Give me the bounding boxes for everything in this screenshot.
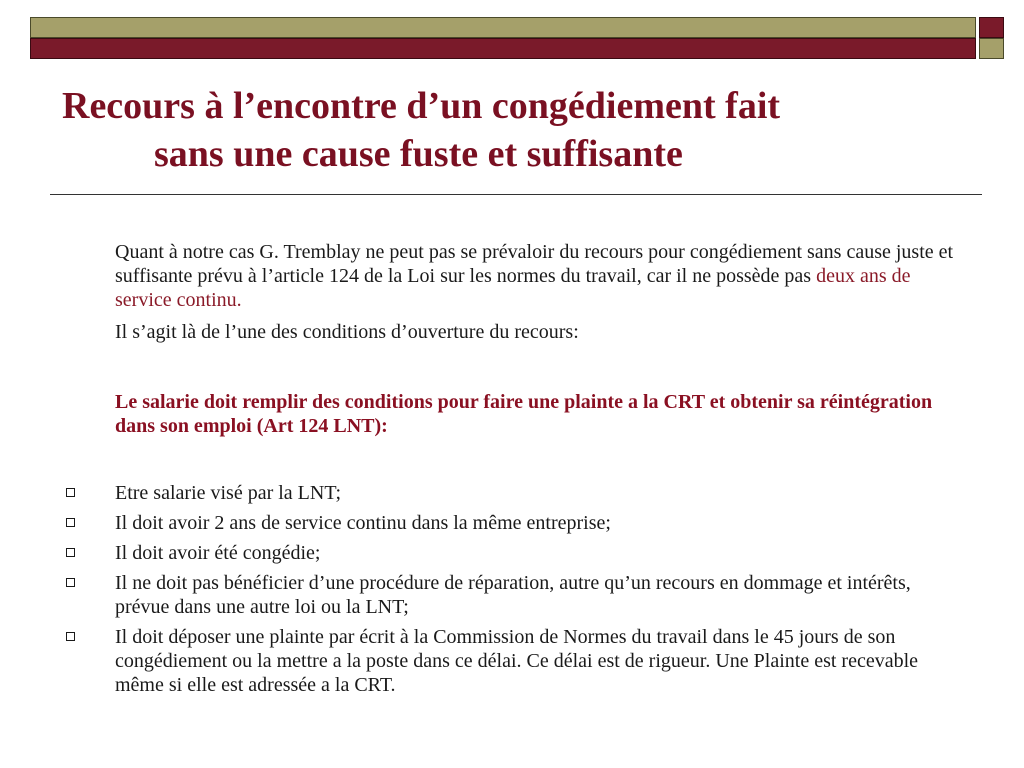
slide-title-line2: sans une cause fuste et suffisante (154, 133, 683, 175)
slide-title (62, 82, 982, 178)
square-bullet-icon (66, 518, 75, 527)
list-item (0, 481, 1024, 505)
paragraph-case-highlight: deux ans de service continu. (115, 265, 911, 311)
paragraph-case (0, 240, 1024, 312)
title-divider (50, 194, 982, 195)
list-item-text: Il doit avoir 2 ans de service continu dans la même entreprise; (115, 512, 611, 534)
square-bullet-icon (66, 632, 75, 641)
list-item-text: Il doit déposer une plainte par écrit à la Commission de Normes du travail dans le 45 jours de son congédiement ou la mettre a la poste dans ce délai. Ce délai est de rigueur. Une Plainte est recevable même si elle est adressée a la CRT. (115, 626, 919, 696)
list-item (0, 625, 1024, 697)
conditions-list (0, 481, 1024, 697)
paragraph-conditions-intro: Il s’agit là de l’une des conditions d’ouverture du recours: (115, 321, 579, 343)
header-bar-maroon (30, 38, 976, 59)
header-square-maroon (979, 17, 1004, 38)
list-item (0, 541, 1024, 565)
list-item (0, 511, 1024, 535)
square-bullet-icon (66, 548, 75, 557)
header-square-olive (979, 38, 1004, 59)
conditions-heading: Le salarie doit remplir des conditions pour faire une plainte a la CRT et obtenir sa réintégration dans son emploi (Art 124 LNT): (115, 391, 933, 437)
slide-body (0, 240, 1024, 703)
slide-title-line1: Recours à l’encontre d’un congédiement fait (62, 85, 781, 127)
square-bullet-icon (66, 488, 75, 497)
list-item-text: Il ne doit pas bénéficier d’une procédure de réparation, autre qu’un recours en dommage et intérêts, prévue dans une autre loi ou la LNT; (115, 572, 911, 618)
square-bullet-icon (66, 578, 75, 587)
list-item-text: Il doit avoir été congédie; (115, 542, 321, 564)
header-bar-olive (30, 17, 976, 38)
paragraph-case-text: Quant à notre cas G. Tremblay ne peut pas se prévaloir du recours pour congédiement sans cause juste et suffisante prévu à l’article 124 de la Loi sur les normes du travail, car il ne possède pas (115, 241, 954, 287)
list-item (0, 571, 1024, 619)
list-item-text: Etre salarie visé par la LNT; (115, 482, 342, 504)
